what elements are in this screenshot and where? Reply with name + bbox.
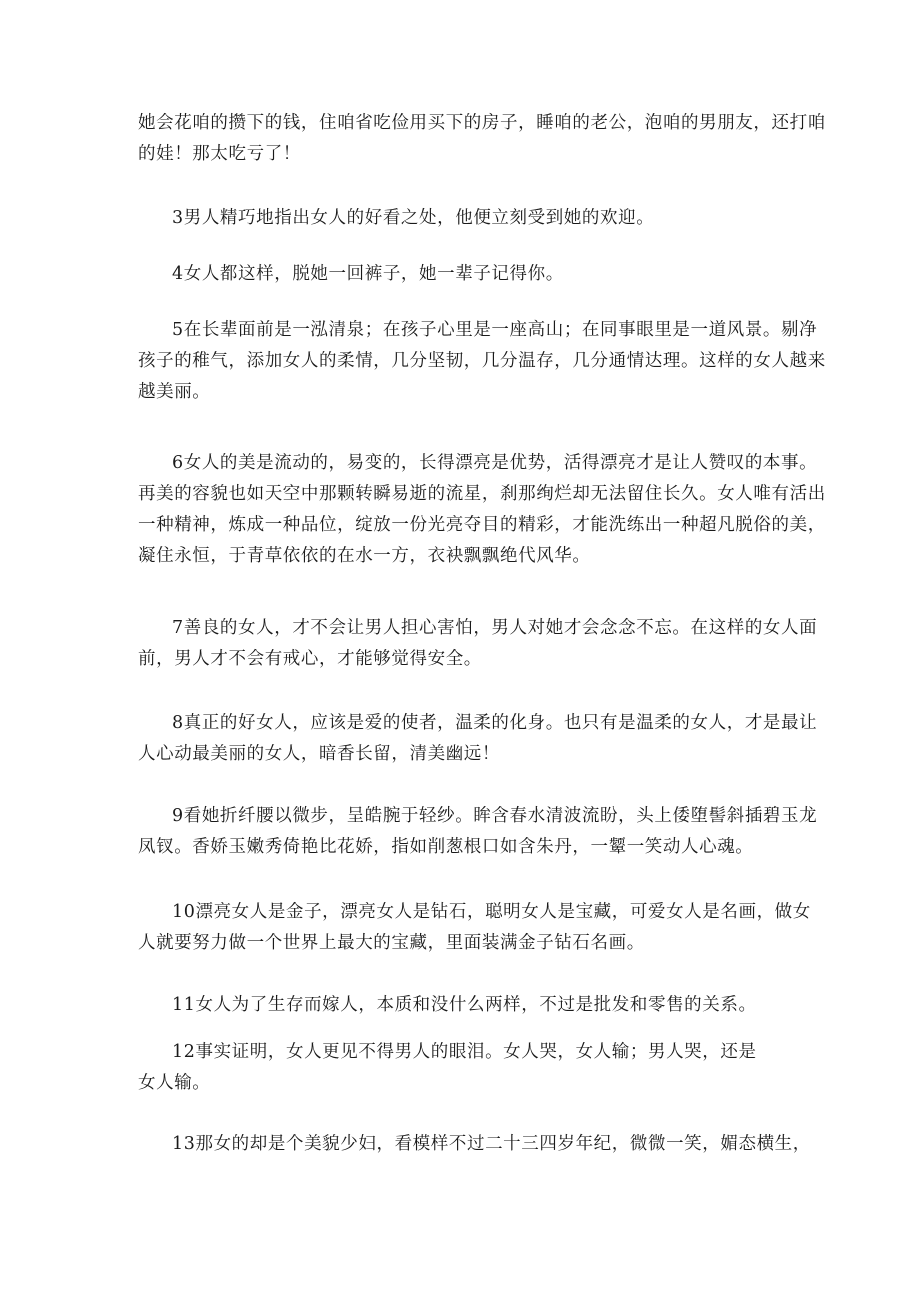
text-line: 一种精神，炼成一种品位，绽放一份光亮夺目的精彩，才能洗练出一种超凡脱俗的美， [138, 515, 826, 535]
text-line: 13那女的却是个美貌少妇，看模样不过二十三四岁年纪，微微一笑，媚态横生， [172, 1134, 811, 1154]
text-line: 5在长辈面前是一泓清泉；在孩子心里是一座高山；在同事眼里是一道风景。剔净 [172, 320, 818, 340]
text-line: 凤钗。香娇玉嫩秀倚艳比花娇，指如削葱根口如含朱丹，一颦一笑动人心魂。 [138, 837, 754, 857]
text-line: 人心动最美丽的女人，暗香长留，清美幽远！ [138, 744, 500, 764]
text-line: 3男人精巧地指出女人的好看之处，他便立刻受到她的欢迎。 [172, 208, 655, 228]
text-line: 越美丽。 [138, 382, 211, 402]
text-line: 孩子的稚气，添加女人的柔情，几分坚韧，几分温存，几分通情达理。这样的女人越来 [138, 351, 826, 371]
text-line: 12事实证明，女人更见不得男人的眼泪。女人哭，女人输；男人哭，还是 [172, 1042, 757, 1062]
text-line: 再美的容貌也如天空中那颗转瞬易逝的流星，刹那绚烂却无法留住长久。女人唯有活出 [138, 484, 826, 504]
paragraph-5 [138, 315, 826, 408]
text-line: 9看她折纤腰以微步，呈皓腕于轻纱。眸含春水清波流盼，头上倭堕髻斜插碧玉龙 [172, 806, 818, 826]
paragraph-10 [138, 897, 811, 959]
paragraph-6 [138, 448, 826, 572]
text-line: 前，男人才不会有戒心，才能够觉得安全。 [138, 649, 482, 669]
text-line: 8真正的好女人，应该是爱的使者，温柔的化身。也只有是温柔的女人，才是最让 [172, 713, 818, 733]
text-line: 凝住永恒，于青草依依的在水一方，衣袂飘飘绝代风华。 [138, 546, 591, 566]
text-line: 人就要努力做一个世界上最大的宝藏，里面装满金子钻石名画。 [138, 933, 645, 953]
paragraph-continuation [138, 108, 826, 170]
text-line: 11女人为了生存而嫁人，本质和没什么两样，不过是批发和零售的关系。 [172, 995, 757, 1015]
text-line: 6女人的美是流动的，易变的，长得漂亮是优势，活得漂亮才是让人赞叹的本事。 [172, 453, 818, 473]
paragraph-9 [138, 801, 818, 863]
paragraph-3 [138, 203, 788, 234]
paragraph-4 [138, 259, 788, 290]
text-line: 她会花咱的攒下的钱，住咱省吃俭用买下的房子，睡咱的老公，泡咱的男朋友，还打咱 [138, 113, 826, 133]
text-line: 女人输。 [138, 1073, 211, 1093]
paragraph-7 [138, 613, 818, 675]
paragraph-13 [138, 1129, 811, 1160]
text-line: 4女人都这样，脱她一回裤子，她一辈子记得你。 [172, 264, 564, 284]
text-line: 的娃！那太吃亏了！ [138, 144, 301, 164]
paragraph-12 [138, 1037, 788, 1099]
paragraph-8 [138, 708, 818, 770]
text-line: 10漂亮女人是金子，漂亮女人是钻石，聪明女人是宝藏，可爱女人是名画，做女 [172, 902, 811, 922]
paragraph-11 [138, 990, 788, 1021]
text-line: 7善良的女人，才不会让男人担心害怕，男人对她才会念念不忘。在这样的女人面 [172, 618, 818, 638]
